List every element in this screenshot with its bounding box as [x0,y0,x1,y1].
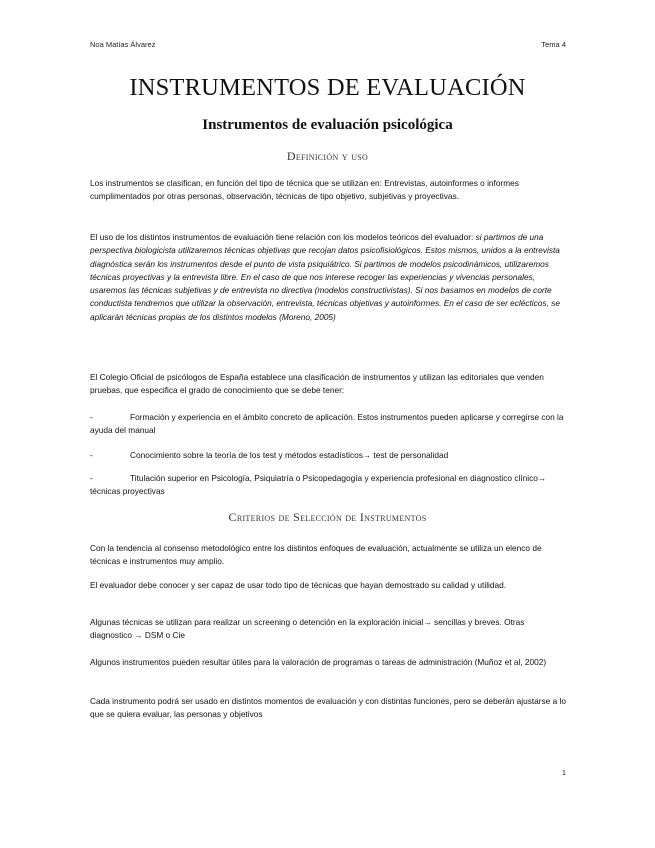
paragraph [90,371,568,398]
paragraph [90,579,568,592]
list-dash: - [90,450,93,460]
document-title: INSTRUMENTOS DE EVALUACIÓN [129,74,526,101]
paragraph [90,542,568,569]
paragraph-models [90,231,568,324]
list-item-text: Titulación superior en Psicología, Psiquiatría o Psicopedagogía y experiencia profesional en diagnostico clínico→ técnicas proyectivas [90,473,547,497]
paragraph [90,656,568,669]
paragraph-moments: Cada instrumento podrá ser usado en distintos momentos de evaluación y con distintas funciones, pero se deberán ajustarse a lo que se quiera evaluar, las personas y objetivos [90,696,566,720]
section-heading-criteria: Criterios de Selección de Instrumentos [228,510,427,524]
list-item [90,449,568,462]
paragraph [90,177,568,204]
paragraph-classification: Los instrumentos se clasifican, en función del tipo de técnica que se utilizan en: Entrevistas, autoinformes o informes cumplimentados por otras personas, observación, técnicas de tipo objetivo, subjetivas y proyectivas. [90,178,519,202]
header-topic: Tema 4 [541,40,566,49]
list-item-text: Conocimiento sobre la teoría de los test y métodos estadísticos→ test de personalidad [130,450,449,460]
document-subtitle: Instrumentos de evaluación psicológica [202,117,453,133]
paragraph-consensus: Con la tendencia al consenso metodológico entre los distintos enfoques de evaluación, actualmente se utiliza un elenco de técnicas e instrumentos muy amplio. [90,543,542,567]
list-item [90,411,568,438]
paragraph [90,695,568,722]
header-author: Noa Matías Álvarez [90,40,156,49]
list-dash: - [90,412,93,422]
paragraph-colegio: El Colegio Oficial de psicólogos de España establece una clasificación de instrumentos y utilizan las editoriales que venden pruebas, que especifica el grado de conocimiento que se debe tener: [90,372,544,396]
list-dash: - [90,473,93,483]
paragraph-screening: Algunas técnicas se utilizan para realizar un screening o detención en la exploración inicial→ sencillas y breves. Otras diagnostico → DSM o Cie [90,617,525,641]
paragraph [90,616,568,643]
list-item [90,472,568,499]
paragraph-evaluator: El evaluador debe conocer y ser capaz de usar todo tipo de técnicas que hayan demostrado su calidad y utilidad. [90,580,507,590]
list-item-text: Formación y experiencia en el ámbito concreto de aplicación. Estos instrumentos pueden aplicarse y corregirse con la ayuda del manual [90,412,564,436]
page-number: 1 [561,768,566,777]
section-heading-definition: Definición y uso [286,149,369,163]
paragraph-models-italic: si partimos de una perspectiva biologicista utilizaremos técnicas objetivas que recojan datos psicofisiológicos. Estos mismos, unidos a la entrevista diagnóstica serán los instrumentos desde el punto de vista psiquiátrico. Si partimos de modelos psicodinámicos, utilizaremos técnicas proyectivas y la entrevista libre. En el caso de que nos interese recoger las experiencias y vivencias personales, usaremos las técnicas subjetivas y de entrevista no directiva (modelos constructivistas). Si nos basamos en modelos de corte conductista tendremos que utilizar la observación, entrevista, técnicas objetivas y autoinformes. En el caso de ser eclécticos, se aplicarán técnicas propias de los distintos modelos (Moreno, 2005) [90,232,560,322]
paragraph-models-lead: El uso de los distintos instrumentos de evaluación tiene relación con los modelos teóricos del evaluador: [90,232,476,242]
paragraph-programs: Algunos instrumentos pueden resultar útiles para la valoración de programas o tareas de administración (Muñoz et al, 2002) [90,657,547,667]
